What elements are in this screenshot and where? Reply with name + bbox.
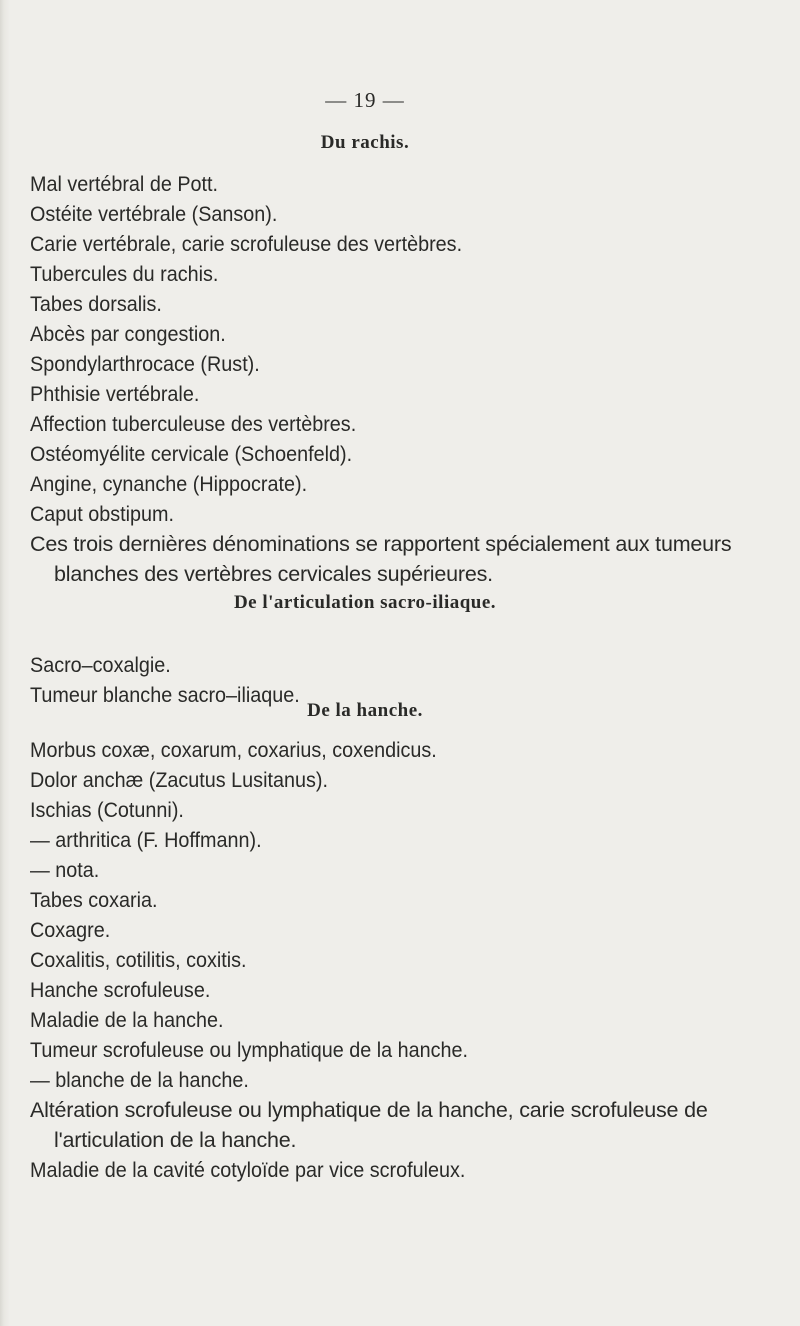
list-item-note: Ces trois dernières dénominations se rapportent spécialement aux tumeurs blanches des vertèbres cervicales supérieures. [30,532,732,586]
list-item: Tabes coxaria. [30,888,158,912]
list-item: Morbus coxæ, coxarum, coxarius, coxendicus. [30,738,437,762]
list-item: Hanche scrofuleuse. [30,978,211,1002]
section-heading-rachis: Du rachis. [320,132,410,153]
list-item: Tabes dorsalis. [30,292,162,316]
list-item: Dolor anchæ (Zacutus Lusitanus). [30,768,328,792]
section-heading-sacro-iliaque: De l'articulation sacro-iliaque. [233,592,497,613]
list-item: Tubercules du rachis. [30,262,219,286]
section-list-hanche [30,735,770,1185]
list-item: — arthritica (F. Hoffmann). [30,828,262,852]
list-item: Spondylarthrocace (Rust). [30,352,260,376]
list-item: Tumeur scrofuleuse ou lymphatique de la hanche. [30,1038,468,1062]
list-item: Carie vertébrale, carie scrofuleuse des vertèbres. [30,232,463,256]
list-item: Ostéite vertébrale (Sanson). [30,202,278,226]
section-heading-hanche: De la hanche. [307,700,423,721]
list-item: Angine, cynanche (Hippocrate). [30,472,308,496]
list-item: Ischias (Cotunni). [30,798,184,822]
list-item: Coxalitis, cotilitis, coxitis. [30,948,247,972]
page-number: — 19 — [325,88,405,112]
list-item: Phthisie vertébrale. [30,382,200,406]
list-item: Maladie de la cavité cotyloïde par vice scrofuleux. [30,1158,466,1182]
list-item: Mal vertébral de Pott. [30,172,219,196]
section-list-rachis [30,169,770,589]
list-item: — blanche de la hanche. [30,1068,249,1092]
list-item: Affection tuberculeuse des vertèbres. [30,412,357,436]
list-item-note: Altération scrofuleuse ou lymphatique de la hanche, carie scrofuleuse de l'articulation de la hanche. [30,1098,708,1152]
list-item: — nota. [30,858,100,882]
list-item: Ostéomyélite cervicale (Schoenfeld). [30,442,353,466]
list-item: Coxagre. [30,918,111,942]
list-item: Maladie de la hanche. [30,1008,224,1032]
list-item: Sacro–coxalgie. [30,653,171,677]
list-item: Abcès par congestion. [30,322,226,346]
list-item: Caput obstipum. [30,502,175,526]
list-item: Tumeur blanche sacro–iliaque. [30,683,300,707]
